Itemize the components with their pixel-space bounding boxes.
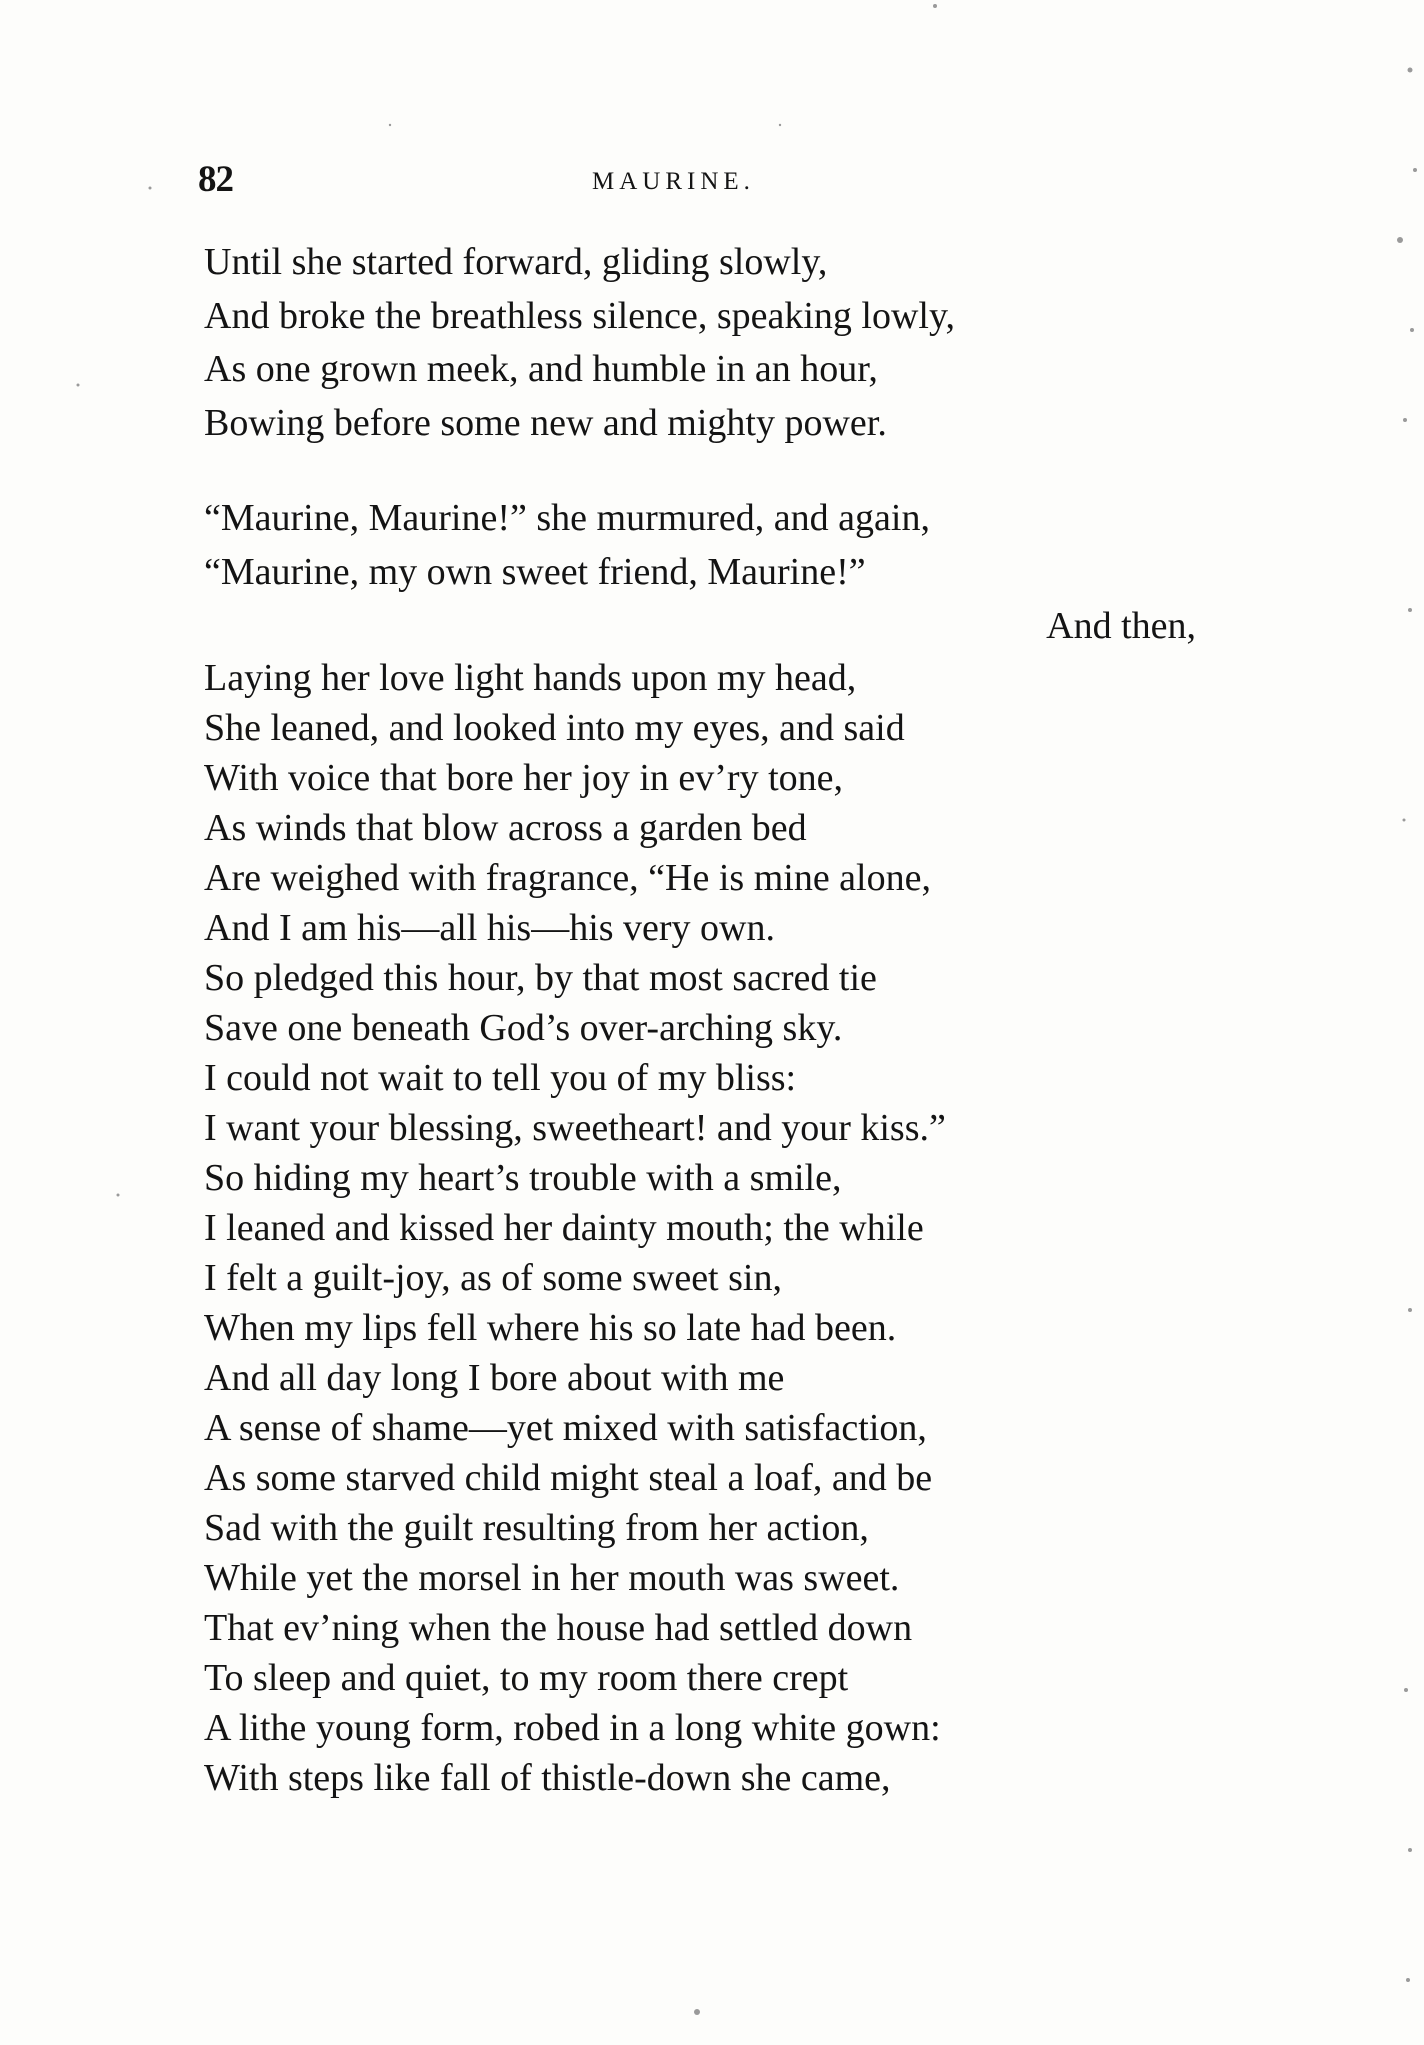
running-title: MAURINE.: [592, 168, 755, 195]
stanza: [204, 492, 1204, 653]
page-number: 82: [198, 159, 233, 200]
poem-line: A sense of shame—yet mixed with satisfaction,: [204, 1407, 927, 1450]
poem-line: As winds that blow across a garden bed: [204, 807, 807, 850]
poem-text: [204, 236, 1204, 1803]
poem-line: That ev’ning when the house had settled down: [204, 1607, 913, 1650]
poem-line: To sleep and quiet, to my room there crept: [204, 1657, 849, 1700]
poem-line: As some starved child might steal a loaf, and be: [204, 1457, 933, 1500]
poem-line: Sad with the guilt resulting from her action,: [204, 1507, 869, 1550]
poem-line: I leaned and kissed her dainty mouth; the while: [204, 1207, 924, 1250]
poem-line: Until she started forward, gliding slowly,: [204, 241, 828, 283]
page-header: [0, 158, 1424, 204]
stanza: [204, 236, 1204, 450]
poem-line: And all day long I bore about with me: [204, 1357, 785, 1400]
poem-line: She leaned, and looked into my eyes, and said: [204, 707, 905, 750]
poem-line: “Maurine, my own sweet friend, Maurine!”: [204, 550, 866, 593]
poem-line: Bowing before some new and mighty power.: [204, 401, 887, 444]
poem-line: When my lips fell where his so late had been.: [204, 1307, 897, 1350]
poem-line: I want your blessing, sweetheart! and your kiss.”: [204, 1107, 946, 1150]
poem-line: Are weighed with fragrance, “He is mine alone,: [204, 857, 931, 900]
poem-line: Laying her love light hands upon my head,: [204, 657, 857, 700]
poem-line: “Maurine, Maurine!” she murmured, and again,: [204, 497, 930, 540]
poem-line: I could not wait to tell you of my bliss:: [204, 1057, 797, 1100]
poem-line: And broke the breathless silence, speaking lowly,: [204, 294, 956, 337]
stanza: [204, 653, 1204, 1803]
poem-line: As one grown meek, and humble in an hour,: [204, 348, 878, 391]
poem-line: So pledged this hour, by that most sacred tie: [204, 957, 877, 1000]
poem-line: So hiding my heart’s trouble with a smile,: [204, 1157, 842, 1200]
poem-line: With steps like fall of thistle-down she came,: [204, 1757, 891, 1800]
poem-line: A lithe young form, robed in a long white gown:: [204, 1707, 941, 1750]
poem-line-indented: And then,: [1046, 604, 1196, 647]
poem-line: With voice that bore her joy in ev’ry tone,: [204, 757, 843, 800]
poem-line: Save one beneath God’s over-arching sky.: [204, 1007, 843, 1050]
poem-line: While yet the morsel in her mouth was sweet.: [204, 1557, 900, 1600]
poem-line: I felt a guilt-joy, as of some sweet sin,: [204, 1257, 782, 1300]
poem-line: And I am his—all his—his very own.: [204, 907, 776, 950]
